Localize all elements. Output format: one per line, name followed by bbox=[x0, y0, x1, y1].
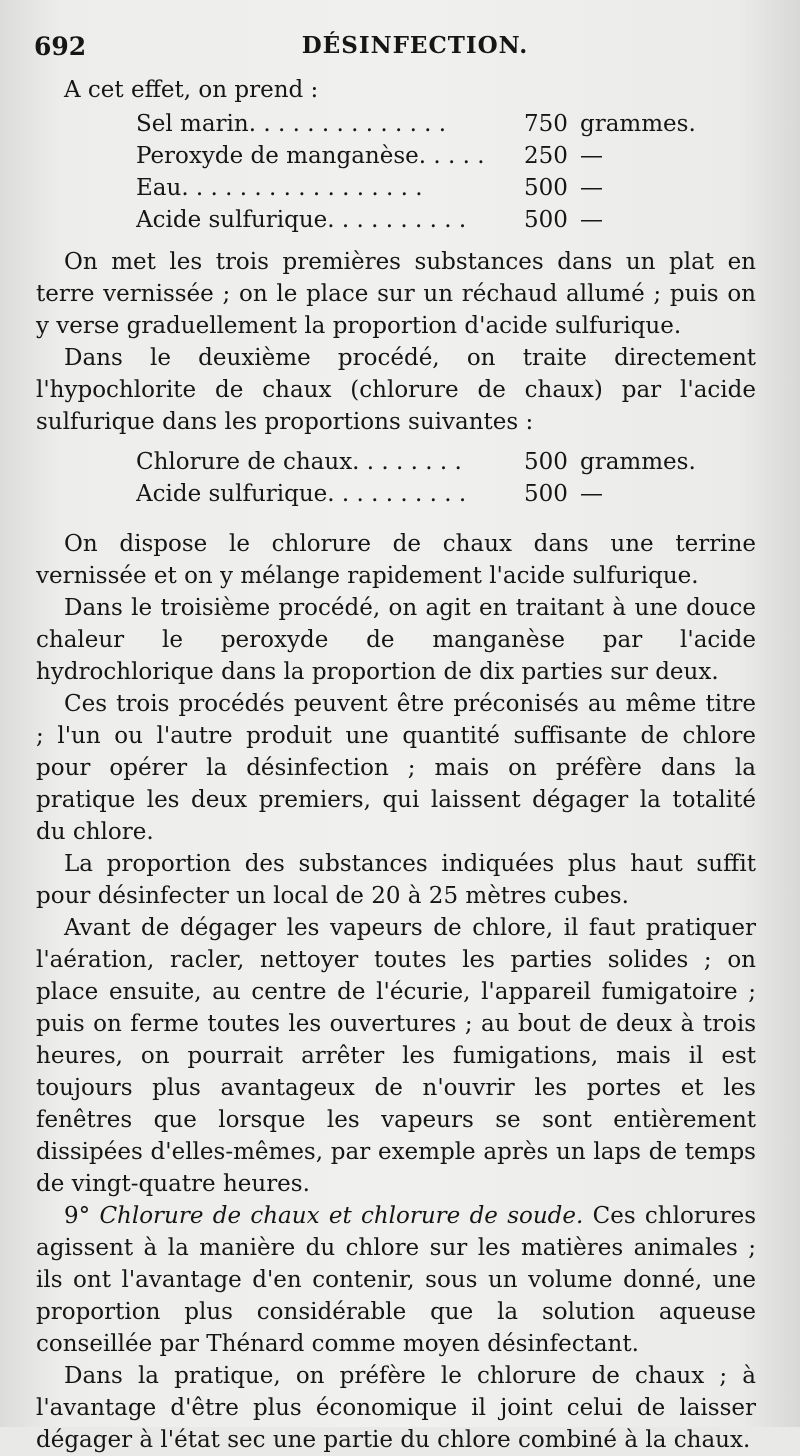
section-text: Ces chlorures agissent à la manière du chlore sur les matières animales ; ils ont l'avantage d'en contenir, sous un volume donné, une proportion plus considérable que la solution aqueuse conseillée par Thénard comme moyen désinfectant. bbox=[36, 1203, 757, 1357]
paragraph-9: Dans la pratique, on préfère le chlorure de chaux ; à l'avantage d'être plus économique il joint celui de laisser dégager à l'état sec une partie du chlore combiné à la chaux. bbox=[36, 1363, 756, 1453]
ingredient-name: Acide sulfurique. . . . . . . . . . bbox=[136, 207, 467, 233]
page-body bbox=[36, 74, 756, 1456]
ingredient-name: Peroxyde de manganèse. . . . . bbox=[136, 143, 485, 169]
page-header bbox=[30, 28, 760, 64]
recipe-row bbox=[136, 478, 696, 510]
paragraph-7: Avant de dégager les vapeurs de chlore, il faut pratiquer l'aération, racler, nettoyer toutes les parties solides ; on place ensuite, au centre de l'écurie, l'appareil fumigatoire ; puis on ferme toutes les ouvertures ; au bout de deux à trois heures, on pourrait arrêter les fumigations, mais il est toujours plus avantageux de n'ouvrir les portes et les fenêtres que lorsque les vapeurs se sont entièrement dissipées d'elles-mêmes, par exemple après un laps de temps de vingt-quatre heures. bbox=[36, 915, 756, 1197]
recipe-row bbox=[136, 108, 696, 140]
page-number: 692 bbox=[34, 32, 87, 61]
recipe-table-2 bbox=[136, 446, 696, 510]
paragraph-5: Ces trois procédés peuvent être préconisés au même titre ; l'un ou l'autre produit une quantité suffisante de chlore pour opérer la désinfection ; mais on préfère dans la pratique les deux premiers, qui laissent dégager la totalité du chlore. bbox=[36, 691, 756, 845]
running-title: DÉSINFECTION. bbox=[301, 32, 529, 59]
paragraph-6: La proportion des substances indiquées plus haut suffit pour désinfecter un local de 20 à 25 mètres cubes. bbox=[36, 851, 756, 909]
ingredient-qty: 250 bbox=[524, 143, 568, 169]
ingredient-unit: grammes. bbox=[580, 111, 696, 137]
ingredient-name: Sel marin. . . . . . . . . . . . . . bbox=[136, 111, 447, 137]
ingredient-unit: — bbox=[580, 207, 603, 233]
paragraph-4: Dans le troisième procédé, on agit en traitant à une douce chaleur le peroxyde de manganèse par l'acide hydrochlorique dans la proportion de dix parties sur deux. bbox=[36, 595, 756, 685]
ingredient-unit: — bbox=[580, 481, 603, 507]
ingredient-unit: — bbox=[580, 175, 603, 201]
ingredient-qty: 500 bbox=[524, 207, 568, 233]
ingredient-unit: — bbox=[580, 143, 603, 169]
ingredient-name: Acide sulfurique. . . . . . . . . . bbox=[136, 481, 467, 507]
recipe-row bbox=[136, 172, 696, 204]
paragraph-2: Dans le deuxième procédé, on traite directement l'hypochlorite de chaux (chlorure de chaux) par l'acide sulfurique dans les proportions suivantes : bbox=[36, 345, 756, 435]
paragraph-1: On met les trois premières substances dans un plat en terre vernissée ; on le place sur un réchaud allumé ; puis on y verse graduellement la proportion d'acide sulfurique. bbox=[36, 249, 756, 339]
paragraph-8 bbox=[36, 1200, 756, 1360]
section-heading: Chlorure de chaux et chlorure de soude. bbox=[99, 1203, 584, 1229]
ingredient-name: Chlorure de chaux. . . . . . . . bbox=[136, 449, 462, 475]
recipe-table-1 bbox=[136, 108, 696, 236]
ingredient-qty: 500 bbox=[524, 175, 568, 201]
intro-line: A cet effet, on prend : bbox=[64, 77, 319, 103]
ingredient-qty: 750 bbox=[524, 111, 568, 137]
ingredient-name: Eau. . . . . . . . . . . . . . . . . bbox=[136, 175, 423, 201]
section-number: 9° bbox=[64, 1203, 91, 1229]
recipe-row bbox=[136, 446, 696, 478]
ingredient-qty: 500 bbox=[524, 481, 568, 507]
recipe-row bbox=[136, 204, 696, 236]
paragraph-3: On dispose le chlorure de chaux dans une terrine vernissée et on y mélange rapidement l'acide sulfurique. bbox=[36, 531, 756, 589]
ingredient-unit: grammes. bbox=[580, 449, 696, 475]
ingredient-qty: 500 bbox=[524, 449, 568, 475]
recipe-row bbox=[136, 140, 696, 172]
